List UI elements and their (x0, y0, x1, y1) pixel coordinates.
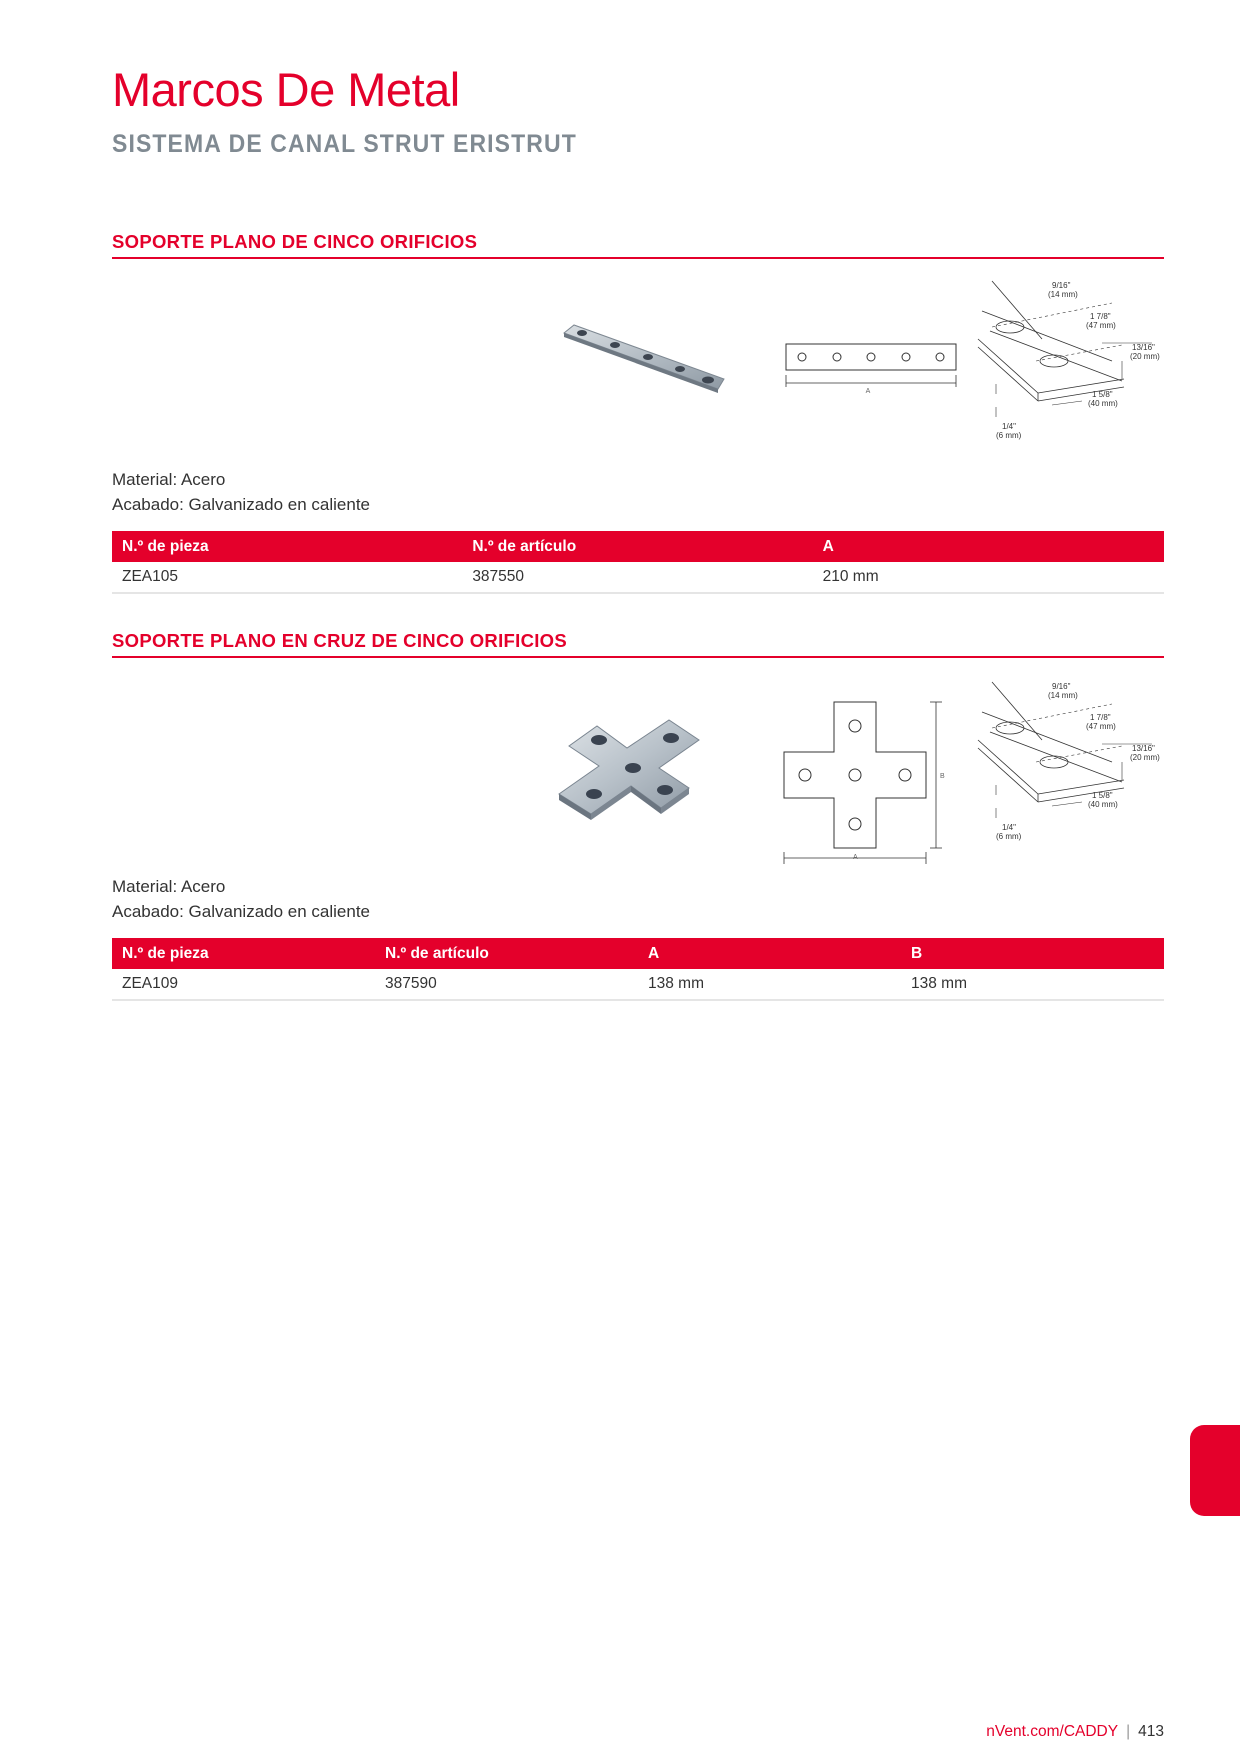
section-cross-plate (112, 630, 1164, 1001)
product-photo (558, 319, 728, 399)
specs (112, 874, 1164, 924)
table-cell: ZEA109 (112, 969, 375, 1000)
table-row (112, 562, 1164, 593)
finish-text: Acabado: Galvanizado en caliente (112, 902, 371, 921)
col-header: N.º de pieza (112, 531, 462, 562)
side-tab (1190, 1425, 1240, 1516)
product-figures (112, 658, 1164, 866)
dim-6mm: (6 mm) (996, 431, 1022, 440)
dim-1-4: 1/4" (1002, 823, 1016, 832)
dim-1-7-8: 1 7/8" (1090, 713, 1111, 722)
specs (112, 467, 1164, 517)
line-drawing (769, 341, 959, 401)
table-header-row (112, 938, 1164, 969)
table-cell: ZEA105 (112, 562, 462, 593)
detail-drawing (972, 269, 1172, 454)
dim-20mm: (20 mm) (1130, 352, 1160, 361)
dim-9-16: 9/16" (1052, 281, 1071, 290)
dim-40mm: (40 mm) (1088, 399, 1118, 408)
detail-drawing (972, 670, 1172, 855)
table-cell: 210 mm (813, 562, 1164, 593)
section-heading: SOPORTE PLANO DE CINCO ORIFICIOS (112, 231, 1164, 259)
page-subtitle: SISTEMA DE CANAL STRUT ERISTRUT (112, 130, 577, 158)
dim-1-4: 1/4" (1002, 422, 1016, 431)
dim-13-16: 13/16" (1132, 744, 1155, 753)
material-text: Material: Acero (112, 877, 226, 896)
dim-1-5-8: 1 5/8" (1092, 390, 1113, 399)
dim-14mm: (14 mm) (1048, 290, 1078, 299)
col-header: N.º de artículo (375, 938, 638, 969)
product-figures (112, 259, 1164, 467)
page-number: 413 (1138, 1723, 1164, 1740)
table-cell: 387550 (462, 562, 812, 593)
dim-label-b: B (940, 773, 945, 780)
dim-9-16: 9/16" (1052, 682, 1071, 691)
section-five-hole-plate (112, 231, 1164, 594)
dim-40mm: (40 mm) (1088, 800, 1118, 809)
col-header: N.º de artículo (462, 531, 812, 562)
col-header: A (638, 938, 901, 969)
table-cell: 138 mm (638, 969, 901, 1000)
page-title: Marcos De Metal (112, 63, 460, 116)
col-header: N.º de pieza (112, 938, 375, 969)
footer-separator: | (1126, 1723, 1131, 1740)
dim-47mm: (47 mm) (1086, 321, 1116, 330)
dim-20mm: (20 mm) (1130, 753, 1160, 762)
table-cell: 138 mm (901, 969, 1164, 1000)
dim-47mm: (47 mm) (1086, 722, 1116, 731)
dim-1-7-8: 1 7/8" (1090, 312, 1111, 321)
dim-label-a: A (853, 854, 858, 861)
dim-6mm: (6 mm) (996, 832, 1022, 841)
finish-text: Acabado: Galvanizado en caliente (112, 495, 371, 514)
product-photo (557, 710, 729, 835)
footer (986, 1723, 1164, 1741)
dim-label-a: A (865, 388, 871, 395)
dim-14mm: (14 mm) (1048, 691, 1078, 700)
line-drawing (772, 694, 972, 864)
material-text: Material: Acero (112, 470, 226, 489)
footer-site-link[interactable]: nVent.com/CADDY (986, 1723, 1119, 1740)
table-row (112, 969, 1164, 1000)
table-header-row (112, 531, 1164, 562)
dim-13-16: 13/16" (1132, 343, 1155, 352)
col-header: B (901, 938, 1164, 969)
section-heading: SOPORTE PLANO EN CRUZ DE CINCO ORIFICIOS (112, 630, 1164, 658)
dim-1-5-8: 1 5/8" (1092, 791, 1113, 800)
parts-table (112, 531, 1164, 594)
col-header: A (813, 531, 1164, 562)
table-cell: 387590 (375, 969, 638, 1000)
parts-table (112, 938, 1164, 1001)
